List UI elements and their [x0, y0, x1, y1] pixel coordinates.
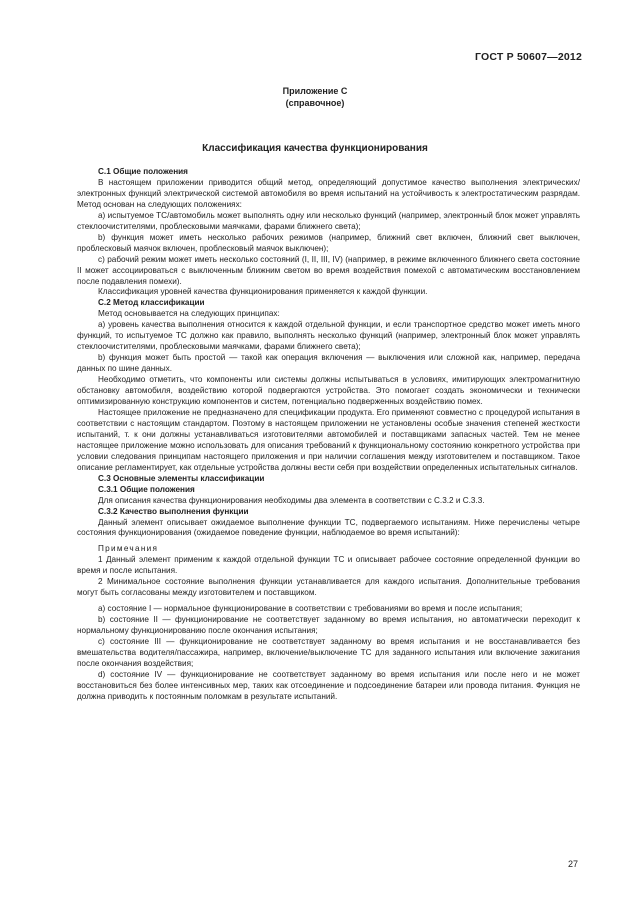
- paragraph: Необходимо отметить, что компоненты или системы должны испытываться в условиях, имитирующих электромагнитную обстановку автомобиля, воздействию которой подвергаются устройства. Это помогает создать экономически и технически оптимизированную конструкцию компонентов и систем, потенциально подверженных воздействию помех.: [77, 375, 580, 407]
- note-item: 2 Минимальное состояние выполнения функции устанавливается для каждого испытания. Дополнительные требования могут быть согласованы между изготовителем и поставщиком.: [77, 577, 580, 598]
- state-item: c) состояние III — функционирование не соответствует заданному во время испытания и не восстанавливается без вмешательства водителя/пассажира, например, включение/выключение ТС для заданного испытания или включение зажигания после окончания воздействия;: [77, 637, 580, 668]
- paragraph: Метод основывается на следующих принципах:: [98, 309, 280, 319]
- page-number: 27: [567, 859, 578, 869]
- list-item: а) уровень качества выполнения относится к каждой отдельной функции, и если транспортное средство может иметь много функций, то испытуемое ТС должно как правило, выполнять несколько функций (например, электронный блок может управлять стеклоочистителями, проблесковыми маячками, фарами ближнего света);: [77, 320, 580, 352]
- section-heading-c2: С.2 Метод классификации: [98, 298, 205, 308]
- annex-type: (справочное): [285, 98, 345, 108]
- notes-label: Примечания: [98, 544, 159, 554]
- paragraph: Классификация уровней качества функционирования применяется к каждой функции.: [98, 287, 428, 297]
- list-item: а) испытуемое ТС/автомобиль может выполнять одну или несколько функций (например, электронный блок может управлять стеклоочистителями, проблесковыми маячками, фарами ближнего света);: [77, 210, 580, 231]
- paragraph: Данный элемент описывает ожидаемое выполнение функции ТС, подвергаемого испытаниям. Ниже перечислены четыре состояния функционирования (ожидаемое поведение функции, наблюдаемое во время испытаний):: [77, 517, 580, 538]
- state-item: а) состояние I — нормальное функционирование в соответствии с требованиями во время и после испытания;: [98, 604, 523, 614]
- paragraph: Настоящее приложение не предназначено для спецификации продукта. Его применяют совместно с процедурой испытания в соответствии с настоящим стандартом. Поэтому в настоящем приложении не установлены особые значения степеней жесткости испытаний, т. к они должны устанавливаться изготовителями автомобилей и поставщиками запасных частей. Тем не менее настоящее приложение можно использовать для описания требований к функциональному состоянию конкретного устройства при условии следования принципам настоящего приложения и при наличии соглашения между изготовителем и поставщиком. Такое описание регламентирует, как отдельные устройства должны вести себя при воздействии определенных испытательных сигналов.: [77, 407, 580, 472]
- paragraph: Для описания качества функционирования необходимы два элемента в соответствии с С.3.2 и С.3.3.: [98, 495, 485, 505]
- state-item: b) состояние II — функционирование не соответствует заданному во время испытания, но автоматически переходит к нормальному функционированию после окончания испытания;: [77, 615, 580, 636]
- section-heading-c32: С.3.2 Качество выполнения функции: [98, 506, 249, 516]
- page-title: Классификация качества функционирования: [202, 143, 428, 154]
- document-body: [77, 167, 580, 703]
- note-item: 1 Данный элемент применим к каждой отдельной функции ТС и описывает рабочее состояние определенной функции во время и после испытания.: [77, 555, 580, 576]
- section-heading-c3: С.3 Основные элементы классификации: [98, 473, 265, 483]
- annex-name: Приложение С: [282, 86, 348, 96]
- section-heading-c1: С.1 Общие положения: [98, 167, 188, 176]
- list-item: b) функция может иметь несколько рабочих режимов (например, ближний свет включен, ближний свет выключен, проблесковый маячок включен, проблесковый маячок выключен);: [77, 232, 580, 253]
- list-item: b) функция может быть простой — такой как операция включения — выключения или сложной как, например, передача данных по шине данных.: [77, 353, 580, 374]
- standard-header: ГОСТ Р 50607—2012: [474, 51, 582, 63]
- list-item: c) рабочий режим может иметь несколько состояний (I, II, III, IV) (например, в режиме включенного ближнего света состояние II может ассоциироваться с выключенным ближним светом во время воздействия помехой с автоматическим восстановлением после подавления помехи).: [77, 254, 580, 286]
- paragraph: В настоящем приложении приводится общий метод, определяющий допустимое качество выполнения электрических/электронных функций электрической системой автомобиля во время испытаний на устойчивость к электростатическим разрядам. Метод основан на следующих положениях:: [77, 177, 580, 209]
- section-heading-c31: С.3.1 Общие положения: [98, 484, 195, 494]
- state-item: d) состояние IV — функционирование не соответствует заданному во время испытания или после него и не может восстановиться без более интенсивных мер, таких как отсоединение и подсоединение батареи или провода питания. Функция не должна приводить к постоянным поломкам в результате испытаний.: [77, 669, 580, 701]
